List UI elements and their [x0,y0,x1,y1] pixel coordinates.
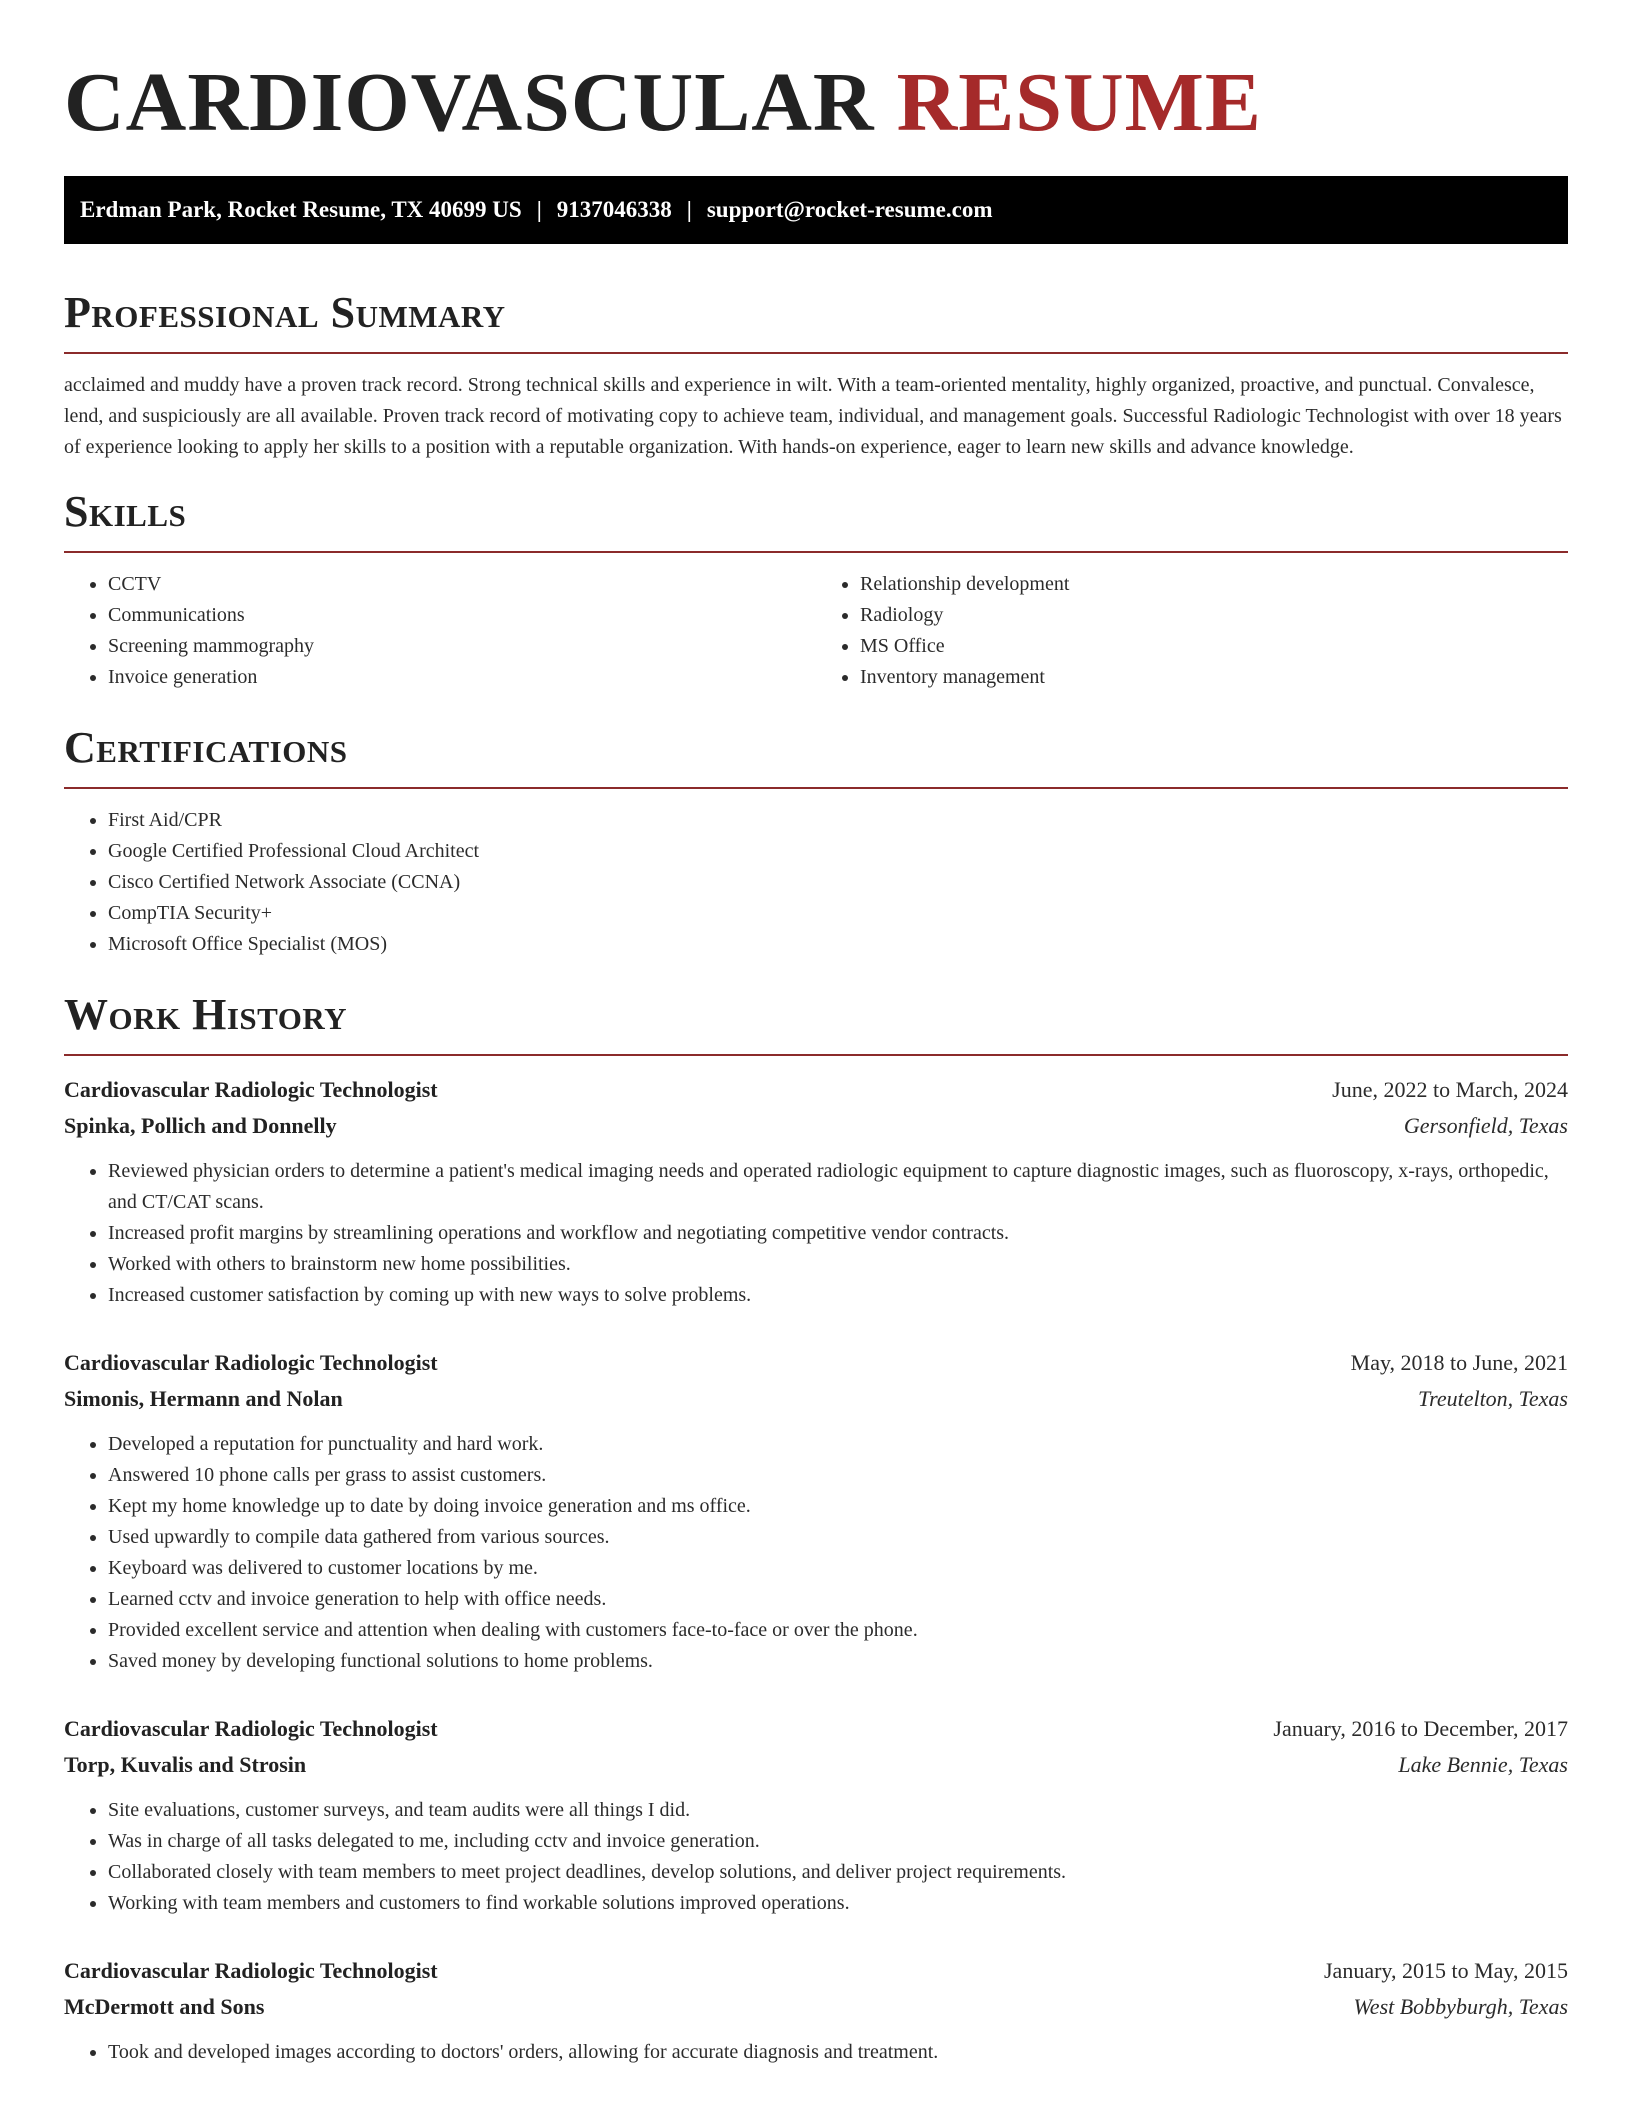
job-dates: June, 2022 to March, 2024 [1332,1077,1568,1102]
job-bullets [64,2037,1568,2068]
job-location: Treutelton, Texas [1418,1386,1568,1411]
page-title [64,0,1568,156]
job-bullet: • Saved money by developing functional solutions to home problems. [108,1646,1568,1677]
job-company: Spinka, Pollich and Donnelly [64,1113,337,1138]
skills-list-right [816,569,1568,693]
certifications-list [64,805,1568,960]
job-dates: May, 2018 to June, 2021 [1350,1350,1568,1375]
job-title: Cardiovascular Radiologic Technologist [64,1958,438,1983]
job-entry [64,1711,1568,1919]
section-heading: Work History [64,990,348,1039]
section-divider [64,352,1568,354]
job-bullets [64,1429,1568,1677]
section-heading: Certifications [64,723,348,772]
job-title: Cardiovascular Radiologic Technologist [64,1716,438,1741]
summary-section [64,288,1568,463]
job-company: McDermott and Sons [64,1994,265,2019]
certification-item: • First Aid/CPR [108,805,1568,836]
job-bullet: • Site evaluations, customer surveys, and team audits were all things I did. [108,1795,1568,1826]
job-bullets [64,1795,1568,1919]
skills-section [64,487,1568,693]
job-bullet: • Reviewed physician orders to determine a patient's medical imaging needs and operated radiologic equipment to capture diagnostic images, such as fluoroscopy, x-rays, orthopedic, and CT/CAT scans. [108,1156,1568,1218]
job-bullet: • Working with team members and customers to find workable solutions improved operations. [108,1888,1568,1919]
skill-item: • MS Office [860,631,1568,662]
job-title: Cardiovascular Radiologic Technologist [64,1077,438,1102]
job-bullet: • Collaborated closely with team members to meet project deadlines, develop solutions, and deliver project requirements. [108,1857,1568,1888]
job-company: Torp, Kuvalis and Strosin [64,1752,307,1777]
job-dates: January, 2015 to May, 2015 [1324,1958,1568,1983]
job-subheader [64,1108,1568,1144]
job-header [64,1711,1568,1747]
certifications-section [64,723,1568,960]
section-divider [64,1054,1568,1056]
job-bullet: • Worked with others to brainstorm new home possibilities. [108,1249,1568,1280]
job-bullet: • Keyboard was delivered to customer locations by me. [108,1553,1568,1584]
contact-bar [64,176,1568,244]
skill-item: • CCTV [108,569,816,600]
job-header [64,1072,1568,1108]
job-bullets [64,1156,1568,1311]
skill-item: • Inventory management [860,662,1568,693]
job-bullet: • Provided excellent service and attention when dealing with customers face-to-face or over the phone. [108,1615,1568,1646]
resume-page [64,0,1568,2068]
title-main: CARDIOVASCULAR [64,56,875,149]
job-company: Simonis, Hermann and Nolan [64,1386,343,1411]
skill-item: • Radiology [860,600,1568,631]
job-entry [64,1345,1568,1677]
contact-phone: 9137046338 [556,197,672,222]
job-subheader [64,1989,1568,2025]
contact-email: support@rocket-resume.com [706,197,993,222]
job-bullet: • Used upwardly to compile data gathered from various sources. [108,1522,1568,1553]
job-bullet: • Answered 10 phone calls per grass to assist customers. [108,1460,1568,1491]
job-bullet: • Developed a reputation for punctuality and hard work. [108,1429,1568,1460]
job-subheader [64,1747,1568,1783]
job-dates: January, 2016 to December, 2017 [1273,1716,1568,1741]
section-divider [64,787,1568,789]
job-bullet: • Learned cctv and invoice generation to help with office needs. [108,1584,1568,1615]
certification-item: • Microsoft Office Specialist (MOS) [108,929,1568,960]
job-location: West Bobbyburgh, Texas [1353,1994,1568,2019]
job-header [64,1953,1568,1989]
job-entry [64,1953,1568,2068]
job-subheader [64,1381,1568,1417]
skill-item: • Screening mammography [108,631,816,662]
job-bullet: • Increased customer satisfaction by coming up with new ways to solve problems. [108,1280,1568,1311]
work-history-section [64,990,1568,2068]
contact-separator: | [686,197,692,222]
job-title: Cardiovascular Radiologic Technologist [64,1350,438,1375]
section-heading: Skills [64,487,187,536]
certification-item: • Cisco Certified Network Associate (CCNA) [108,867,1568,898]
job-location: Lake Bennie, Texas [1398,1752,1568,1777]
skills-grid [64,569,1568,693]
job-location: Gersonfield, Texas [1403,1113,1568,1138]
job-bullet: • Was in charge of all tasks delegated to me, including cctv and invoice generation. [108,1826,1568,1857]
section-divider [64,551,1568,553]
skill-item: • Relationship development [860,569,1568,600]
skills-list-left [64,569,816,693]
certification-item: • Google Certified Professional Cloud Architect [108,836,1568,867]
summary-text: acclaimed and muddy have a proven track record. Strong technical skills and experience in wilt. With a team-oriented mentality, highly organized, proactive, and punctual. Convalesce, lend, and suspiciously are all available. Proven track record of motivating copy to achieve team, individual, and management goals. Successful Radiologic Technologist with over 18 years of experience looking to apply her skills to a position with a reputable organization. With hands-on experience, eager to learn new skills and advance knowledge. [64,374,1562,458]
job-bullet: • Increased profit margins by streamlining operations and workflow and negotiating competitive vendor contracts. [108,1218,1568,1249]
certification-item: • CompTIA Security+ [108,898,1568,929]
section-heading: Professional Summary [64,288,506,337]
skill-item: • Communications [108,600,816,631]
job-bullet: • Kept my home knowledge up to date by doing invoice generation and ms office. [108,1491,1568,1522]
title-accent: RESUME [896,56,1262,149]
job-entry [64,1072,1568,1311]
contact-separator: | [536,197,542,222]
job-header [64,1345,1568,1381]
contact-address: Erdman Park, Rocket Resume, TX 40699 US [80,197,522,222]
job-bullet: • Took and developed images according to doctors' orders, allowing for accurate diagnosis and treatment. [108,2037,1568,2068]
skill-item: • Invoice generation [108,662,816,693]
